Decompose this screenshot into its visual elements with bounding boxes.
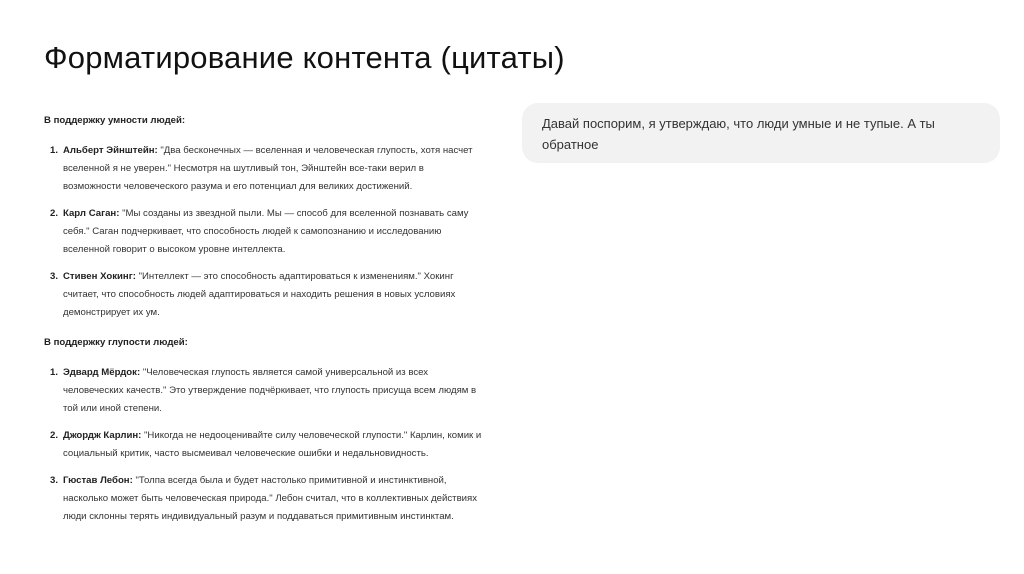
list-item [44,205,484,259]
item-number: 2. [50,208,59,219]
item-number: 3. [50,475,59,486]
section-stupidity [44,334,484,526]
quote-text: "Толпа всегда была и будет настолько примитивной и инстинктивной, насколько может быть человеческая природа." Лебон считал, что в коллективных действиях люди склонны терять индивидуальный разум и поддаваться примитивным инстинктам. [63,475,478,522]
quote-author: Гюстав Лебон: [63,475,133,486]
list-item [44,472,484,526]
quote-text: "Два бесконечных — вселенная и человеческая глупость, хотя насчет вселенной я не уверен." Несмотря на шутливый тон, Эйнштейн все-таки верил в возможности человеческого разума и его потенциал для великих достижений. [63,145,473,192]
list-item [44,427,484,463]
user-message-bubble [522,103,1000,163]
user-message-text: Давай поспорим, я утверждаю, что люди умные и не тупые. А ты обратное [542,116,935,152]
slide-title: Форматирование контента (цитаты) [44,40,565,75]
list-item [44,142,484,196]
item-number: 1. [50,367,59,378]
section-smartness [44,112,484,322]
quote-text: "Человеческая глупость является самой универсальной из всех человеческих качеств." Это утверждение подчёркивает, что глупость присуща всем людям в той или иной степени. [63,367,477,414]
item-number: 2. [50,430,59,441]
item-number: 1. [50,145,59,156]
quotes-panel [44,112,484,538]
quote-author: Эдвард Мёрдок: [63,367,141,378]
quote-text: "Никогда не недооценивайте силу человеческой глупости." Карлин, комик и социальный критик, часто высмеивал человеческие ошибки и недальновидность. [63,430,482,459]
section-heading: В поддержку глупости людей: [44,337,188,348]
quote-author: Стивен Хокинг: [63,271,136,282]
list-item [44,364,484,418]
quote-author: Джордж Карлин: [63,430,142,441]
quote-text: "Интеллект — это способность адаптироваться к изменениям." Хокинг считает, что способность людей адаптироваться и находить решения в новых условиях демонстрирует их ум. [63,271,456,318]
quote-list [44,364,484,526]
quote-author: Карл Саган: [63,208,120,219]
quote-author: Альберт Эйнштейн: [63,145,158,156]
quote-text: "Мы созданы из звездной пыли. Мы — способ для вселенной познавать саму себя." Саган подчеркивает, что способность людей к самопознанию и исследованию вселенной говорит о высоком уровне интеллекта. [63,208,469,255]
section-heading: В поддержку умности людей: [44,115,186,126]
list-item [44,268,484,322]
item-number: 3. [50,271,59,282]
quote-list [44,142,484,322]
